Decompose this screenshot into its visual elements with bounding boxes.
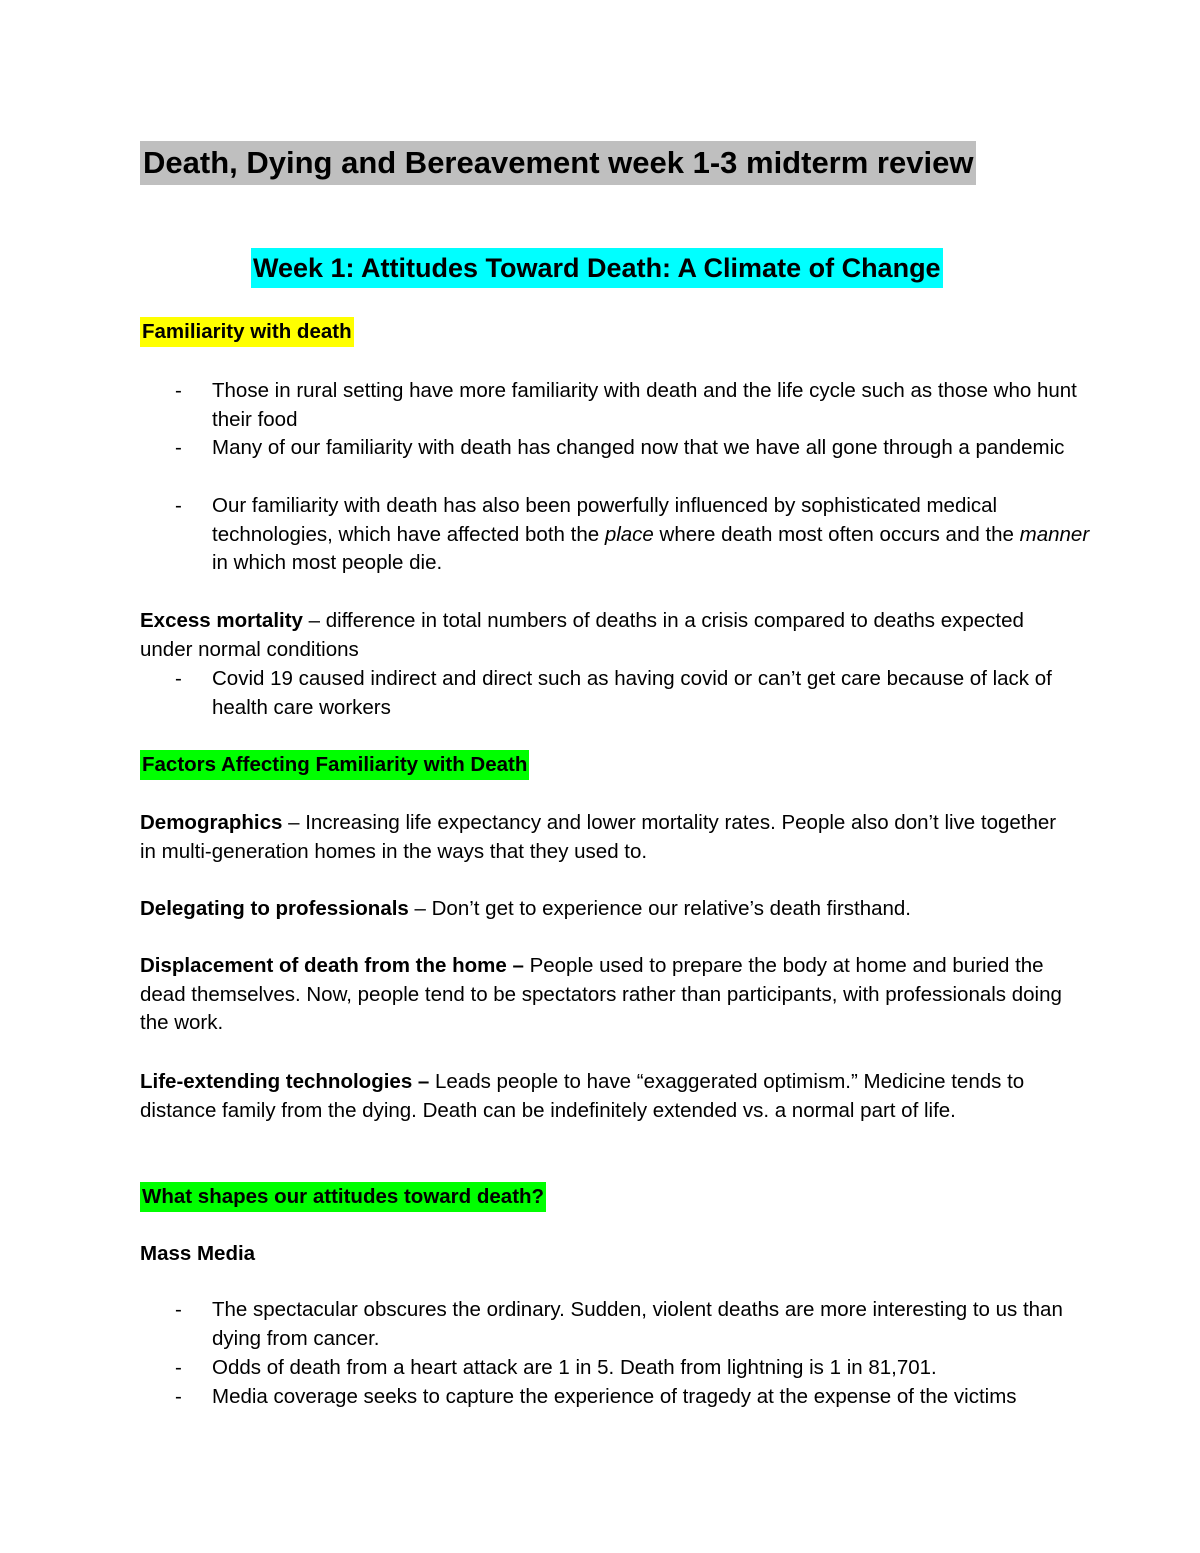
place-emphasis: place <box>604 522 654 546</box>
mass-media-bullet-3: Media coverage seeks to capture the experience of tragedy at the expense of the victims <box>212 1385 1017 1408</box>
displacement-term: Displacement of death from the home – <box>140 954 524 977</box>
excess-bullet-1: Covid 19 caused indirect and direct such as having covid or can’t get care because of lack of health care workers <box>212 667 1052 719</box>
familiarity-bullet-1: Those in rural setting have more familiarity with death and the life cycle such as those who hunt their food <box>212 379 1077 431</box>
factors-heading: Factors Affecting Familiarity with Death <box>140 750 529 780</box>
displacement-paragraph: Displacement of death from the home – People used to prepare the body at home and buried the dead themselves. Now, people tend to be spectators rather than participants, with professionals doing the work. <box>140 954 1062 1034</box>
excess-mortality-definition: Excess mortality – difference in total numbers of deaths in a crisis compared to deaths expected under normal conditions <box>140 609 1024 661</box>
familiarity-bullet-2: Many of our familiarity with death has changed now that we have all gone through a pandemic <box>212 436 1065 459</box>
life-extending-term: Life-extending technologies – <box>140 1070 430 1093</box>
life-extending-paragraph: Life-extending technologies – Leads people to have “exaggerated optimism.” Medicine tends to distance family from the dying. Death can be indefinitely extended vs. a normal part of life. <box>140 1070 1025 1122</box>
bullet-marker: - <box>175 1385 182 1408</box>
bullet-marker: - <box>175 436 182 459</box>
bullet-marker: - <box>175 379 182 402</box>
bullet-marker: - <box>175 1356 182 1379</box>
delegating-term: Delegating to professionals <box>140 897 409 920</box>
document-title: Death, Dying and Bereavement week 1-3 midterm review <box>140 141 976 185</box>
delegating-paragraph: Delegating to professionals – Don’t get to experience our relative’s death firsthand. <box>140 897 911 920</box>
mass-media-bullet-1: The spectacular obscures the ordinary. Sudden, violent deaths are more interesting to us than dying from cancer. <box>212 1298 1063 1350</box>
mass-media-bullet-2: Odds of death from a heart attack are 1 in 5. Death from lightning is 1 in 81,701. <box>212 1356 937 1379</box>
mass-media-subheading: Mass Media <box>140 1242 256 1265</box>
bullet-marker: - <box>175 1298 182 1321</box>
manner-emphasis: manner <box>1019 522 1090 546</box>
excess-mortality-term: Excess mortality <box>140 609 303 632</box>
bullet-marker: - <box>175 494 182 517</box>
demographics-term: Demographics <box>140 811 283 834</box>
familiarity-heading: Familiarity with death <box>140 317 354 347</box>
familiarity-bullet-3: Our familiarity with death has also been powerfully influenced by sophisticated medical technologies, which have affected both the place where death most often occurs and the manner in which most people die. <box>212 494 1090 574</box>
bullet-marker: - <box>175 667 182 690</box>
demographics-paragraph: Demographics – Increasing life expectancy and lower mortality rates. People also don’t live together in multi-generation homes in the ways that they used to. <box>140 811 1057 863</box>
shapes-heading: What shapes our attitudes toward death? <box>140 1182 546 1212</box>
week-1-heading: Week 1: Attitudes Toward Death: A Climate of Change <box>251 248 943 288</box>
